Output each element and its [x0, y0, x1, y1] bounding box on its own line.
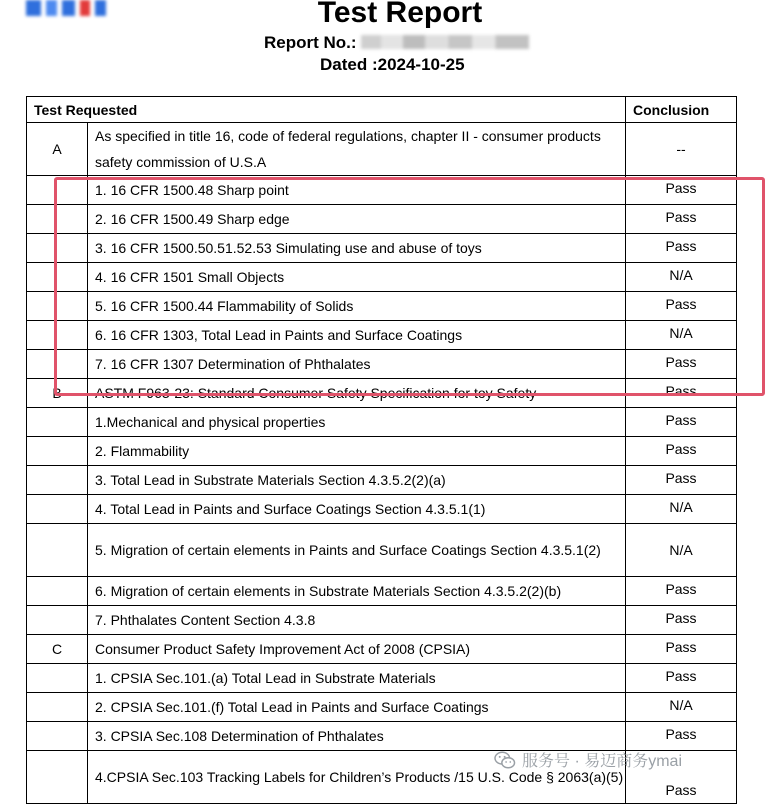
- table-row: [27, 263, 737, 292]
- test-results-table: [26, 96, 737, 804]
- test-result: Pass: [626, 408, 737, 437]
- section-label: A: [27, 123, 88, 176]
- report-title: Test Report: [317, 0, 483, 29]
- table-row: [27, 350, 737, 379]
- table-row: [27, 292, 737, 321]
- test-result: Pass: [626, 577, 737, 606]
- report-number-label: Report No.:: [264, 33, 357, 52]
- test-description: 2. 16 CFR 1500.49 Sharp edge: [88, 205, 626, 234]
- test-result: N/A: [626, 263, 737, 292]
- section-label: [27, 234, 88, 263]
- report-number: [264, 32, 529, 54]
- section-label: [27, 350, 88, 379]
- test-result: N/A: [626, 693, 737, 722]
- table-row: [27, 176, 737, 205]
- test-result: --: [626, 123, 737, 176]
- table-row: [27, 205, 737, 234]
- table-row: [27, 577, 737, 606]
- test-result: Pass: [626, 664, 737, 693]
- section-label: [27, 722, 88, 751]
- test-result: Pass: [626, 751, 737, 804]
- test-result: N/A: [626, 524, 737, 577]
- column-header-conclusion: Conclusion: [626, 97, 737, 123]
- test-description: 5. 16 CFR 1500.44 Flammability of Solids: [88, 292, 626, 321]
- test-description: 3. 16 CFR 1500.50.51.52.53 Simulating use and abuse of toys: [88, 234, 626, 263]
- test-result: Pass: [626, 635, 737, 664]
- test-result: Pass: [626, 292, 737, 321]
- wechat-icon: [494, 750, 516, 770]
- test-description: 4. 16 CFR 1501 Small Objects: [88, 263, 626, 292]
- test-description: 1.Mechanical and physical properties: [88, 408, 626, 437]
- table-row: [27, 524, 737, 577]
- test-result: Pass: [626, 234, 737, 263]
- table-row: [27, 408, 737, 437]
- test-result: Pass: [626, 176, 737, 205]
- test-description: 1. CPSIA Sec.101.(a) Total Lead in Substrate Materials: [88, 664, 626, 693]
- section-label: [27, 606, 88, 635]
- section-label: C: [27, 635, 88, 664]
- section-label: [27, 205, 88, 234]
- section-label: [27, 292, 88, 321]
- test-result: N/A: [626, 321, 737, 350]
- section-label: [27, 751, 88, 804]
- test-description: 6. 16 CFR 1303, Total Lead in Paints and Surface Coatings: [88, 321, 626, 350]
- table-row: [27, 321, 737, 350]
- column-header-test-requested: Test Requested: [27, 97, 626, 123]
- redacted-report-number: [361, 35, 529, 49]
- test-result: Pass: [626, 205, 737, 234]
- section-label: B: [27, 379, 88, 408]
- test-description: 1. 16 CFR 1500.48 Sharp point: [88, 176, 626, 205]
- test-description: 7. Phthalates Content Section 4.3.8: [88, 606, 626, 635]
- test-result: Pass: [626, 606, 737, 635]
- test-result: Pass: [626, 466, 737, 495]
- test-description: As specified in title 16, code of federal regulations, chapter II - consumer products safety commission of U.S.A: [88, 123, 626, 176]
- test-description: 5. Migration of certain elements in Paints and Surface Coatings Section 4.3.5.1(2): [88, 524, 626, 577]
- section-label: [27, 263, 88, 292]
- section-label: [27, 408, 88, 437]
- test-description: 2. CPSIA Sec.101.(f) Total Lead in Paints and Surface Coatings: [88, 693, 626, 722]
- table-header-row: [27, 97, 737, 123]
- section-label: [27, 693, 88, 722]
- table-row: [27, 693, 737, 722]
- section-label: [27, 577, 88, 606]
- watermark: [494, 748, 682, 771]
- report-date: Dated :2024-10-25: [320, 55, 465, 74]
- section-label: [27, 495, 88, 524]
- test-description: 6. Migration of certain elements in Substrate Materials Section 4.3.5.2(2)(b): [88, 577, 626, 606]
- test-result: Pass: [626, 437, 737, 466]
- test-result: Pass: [626, 722, 737, 751]
- table-row: [27, 635, 737, 664]
- section-label: [27, 437, 88, 466]
- test-description: 7. 16 CFR 1307 Determination of Phthalates: [88, 350, 626, 379]
- test-description: 4. Total Lead in Paints and Surface Coatings Section 4.3.5.1(1): [88, 495, 626, 524]
- table-row: [27, 466, 737, 495]
- test-description: 4.CPSIA Sec.103 Tracking Labels for Children’s Products /15 U.S. Code § 2063(a)(5): [88, 751, 626, 804]
- watermark-text: 服务号 · 易迈商务ymai: [522, 753, 683, 770]
- test-result: N/A: [626, 495, 737, 524]
- test-description: 3. Total Lead in Substrate Materials Section 4.3.5.2(2)(a): [88, 466, 626, 495]
- test-description: ASTM F963-23: Standard Consumer Safety Specification for toy Safety: [88, 379, 626, 408]
- table-row: [27, 722, 737, 751]
- table-row: [27, 437, 737, 466]
- table-row: [27, 606, 737, 635]
- test-description: 3. CPSIA Sec.108 Determination of Phthalates: [88, 722, 626, 751]
- table-row: [27, 123, 737, 176]
- section-label: [27, 524, 88, 577]
- section-label: [27, 664, 88, 693]
- section-label: [27, 176, 88, 205]
- section-label: [27, 466, 88, 495]
- table-row: [27, 379, 737, 408]
- section-label: [27, 321, 88, 350]
- test-description: 2. Flammability: [88, 437, 626, 466]
- table-row: [27, 495, 737, 524]
- test-result: Pass: [626, 379, 737, 408]
- test-result: Pass: [626, 350, 737, 379]
- test-description: Consumer Product Safety Improvement Act of 2008 (CPSIA): [88, 635, 626, 664]
- table-row: [27, 234, 737, 263]
- table-row: [27, 664, 737, 693]
